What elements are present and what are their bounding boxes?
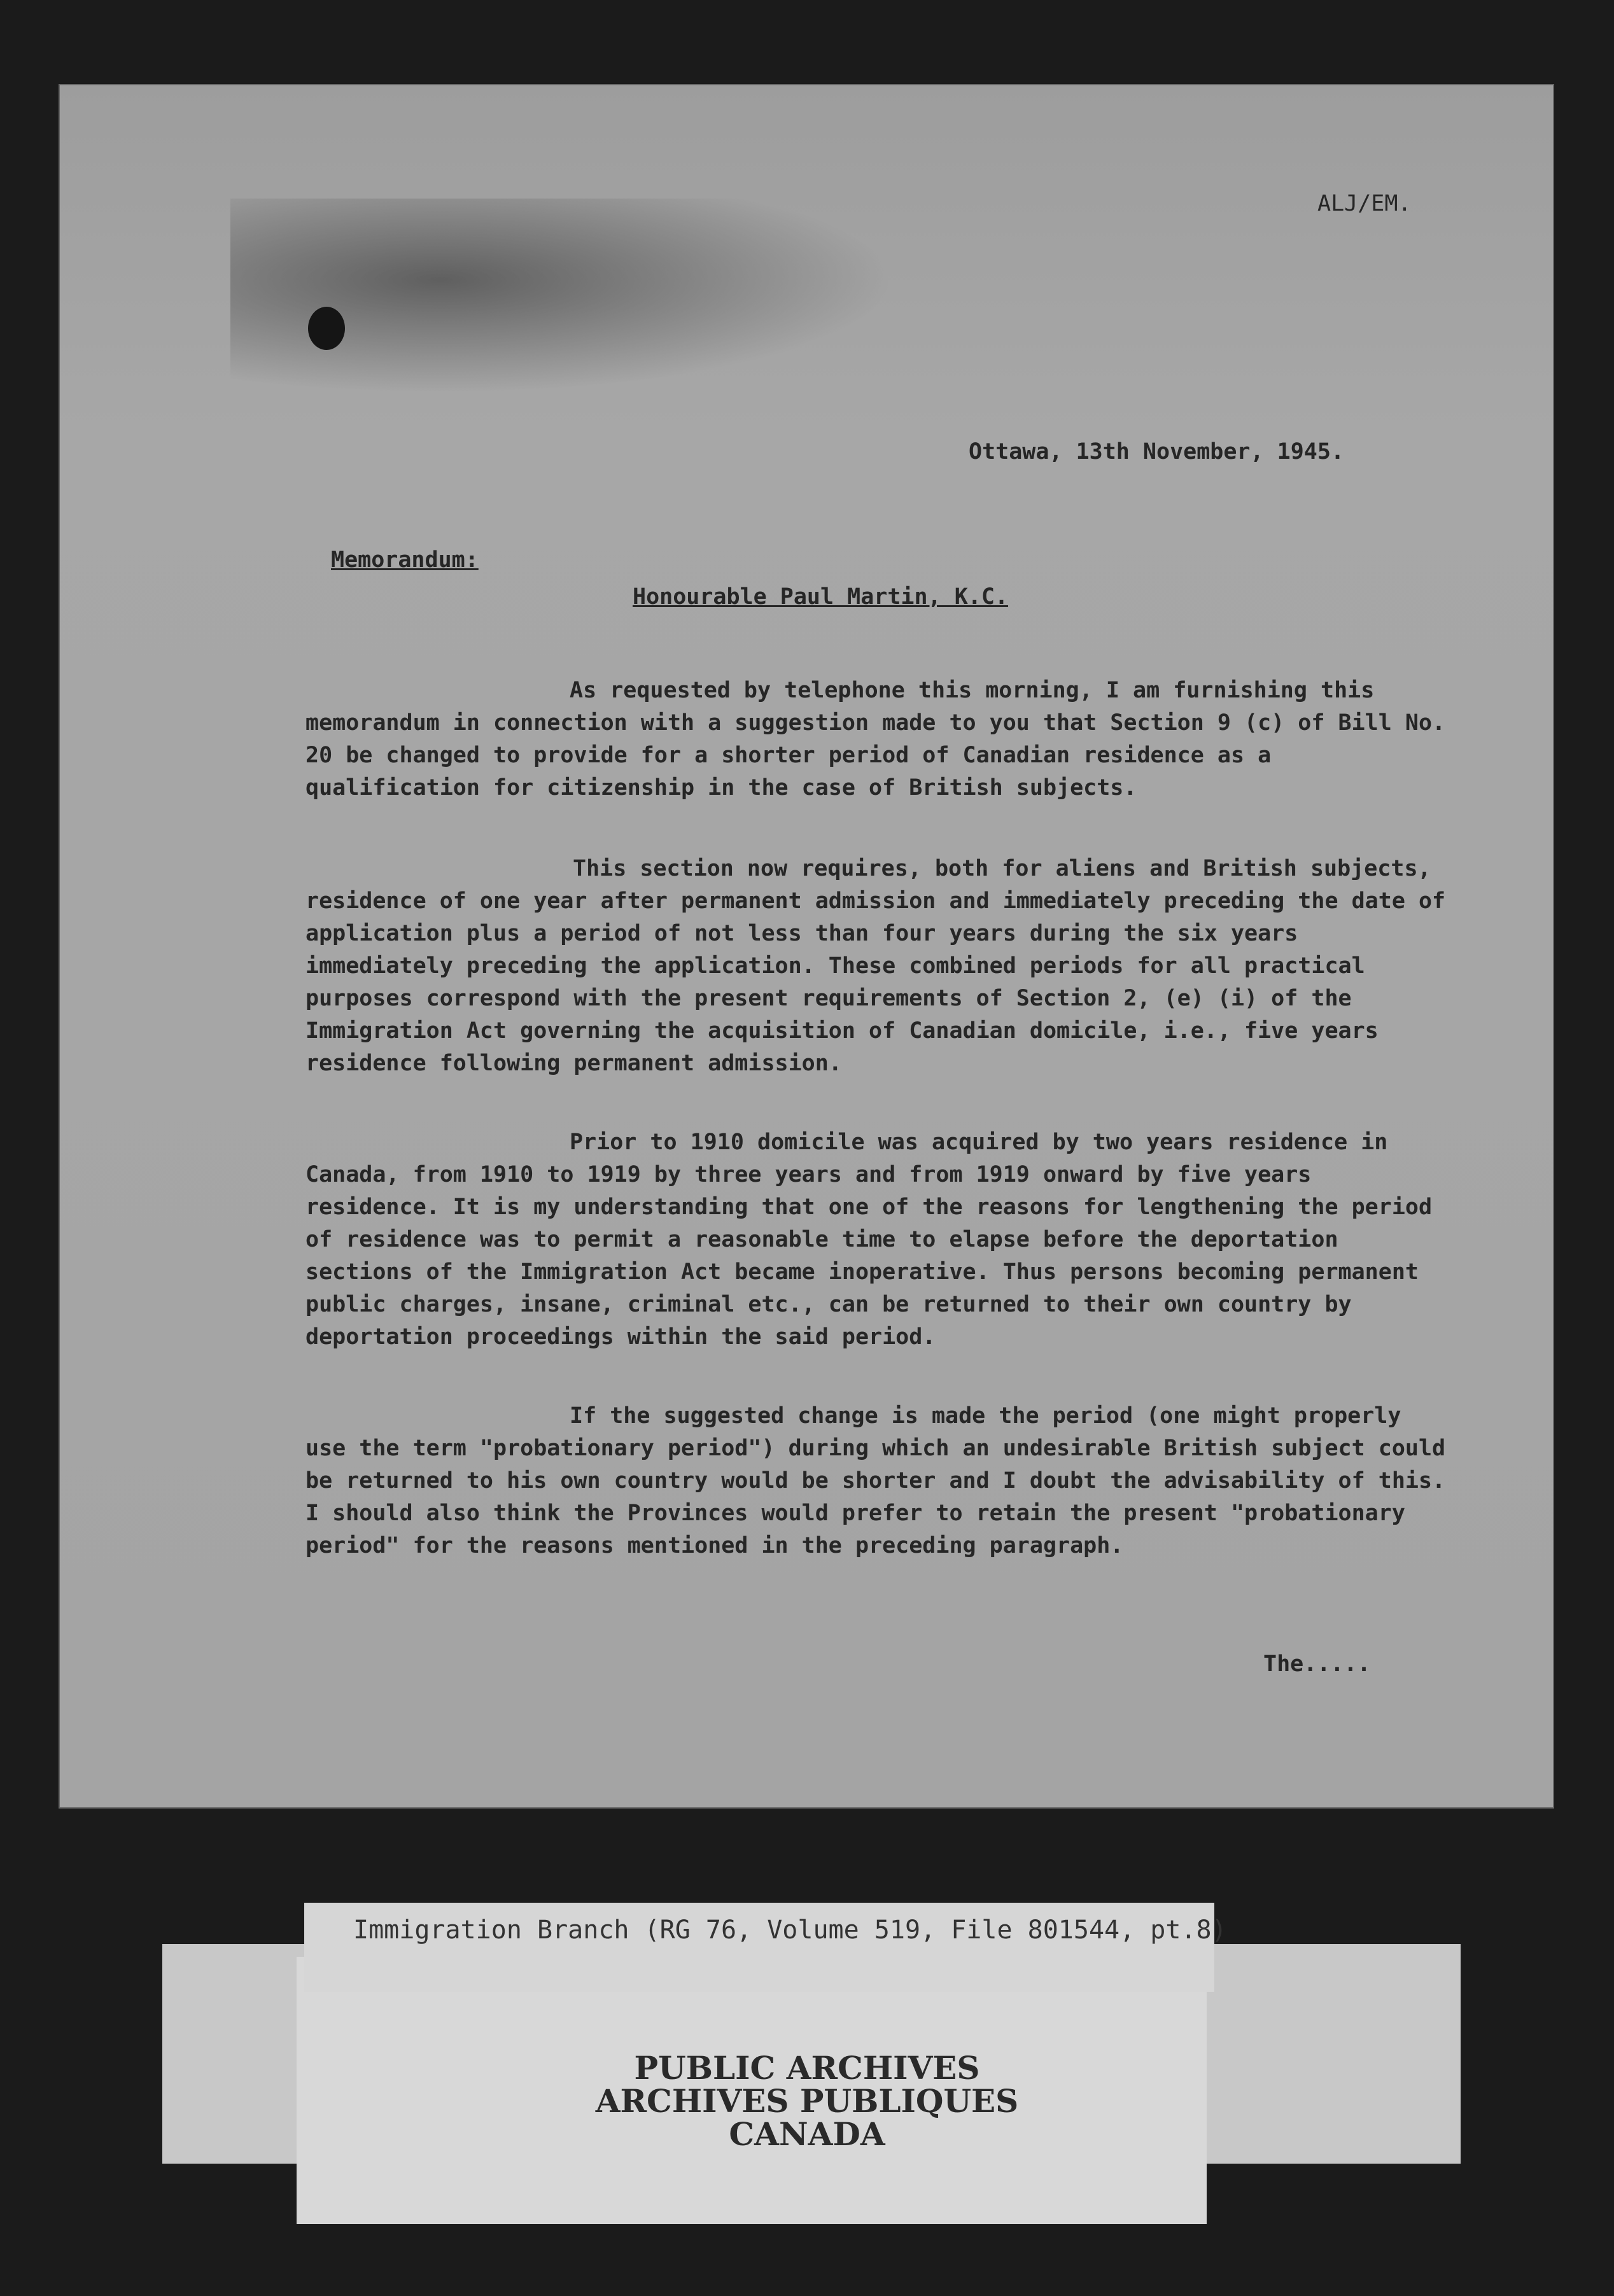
addressee: Honourable Paul Martin, K.C.: [633, 584, 1009, 610]
stamp-line-2: ARCHIVES PUBLIQUES: [595, 2082, 1019, 2120]
source-label: Immigration Branch (RG 76, Volume 519, File 801544, pt.8): [353, 1915, 1227, 1945]
paragraph-1-text: As requested by telephone this morning, I am furnishing this memorandum in connection with a suggestion made to you that Section 9 (c) of Bill No. 20 be changed to provide for a shorter period of Canadian residence as a qualification for citizenship in the case of British subjects.: [305, 678, 1446, 801]
paragraph-4: [305, 1400, 1451, 1562]
reference-initials: ALJ/EM.: [1317, 191, 1412, 216]
paragraph-3: [305, 1126, 1451, 1354]
paragraph-2: [305, 853, 1451, 1080]
memo-label: Memorandum:: [331, 547, 479, 573]
paragraph-2-text: This section now requires, both for aliens and British subjects, residence of one year after permanent admission and immediately preceding the date of application plus a period of not less than four years during the six years immediately preceding the application. These combined periods for all practical purposes correspond with the present requirements of Section 2, (e) (i) of the Immigration Act governing the acquisition of Canadian domicile, i.e., five years residence following permanent admission.: [305, 856, 1446, 1076]
stain: [230, 199, 930, 402]
paragraph-1: [305, 675, 1451, 804]
paragraph-4-text: If the suggested change is made the period (one might properly use the term "probationary period") during which an undesirable British subject could be returned to his own country would be shorter and I doubt the advisability of this. I should also think the Provinces would prefer to retain the present "probationary period" for the reasons mentioned in the preceding paragraph.: [305, 1403, 1446, 1558]
paragraph-3-text: Prior to 1910 domicile was acquired by two years residence in Canada, from 1910 to 1919 by three years and from 1919 onward by five years residence. It is my understanding that one of the reasons for lengthening the period of residence was to permit a reasonable time to elapse before the deportation sections of the Immigration Act became inoperative. Thus persons becoming permanent public charges, insane, criminal etc., can be returned to their own country by deportation proceedings within the said period.: [305, 1130, 1433, 1350]
stamp-line-3: CANADA: [729, 2115, 885, 2153]
date-line: Ottawa, 13th November, 1945.: [969, 439, 1345, 465]
ink-blot: [308, 307, 345, 350]
stamp-line-1: PUBLIC ARCHIVES: [634, 2049, 980, 2087]
continuation-marker: The.....: [1263, 1651, 1371, 1677]
